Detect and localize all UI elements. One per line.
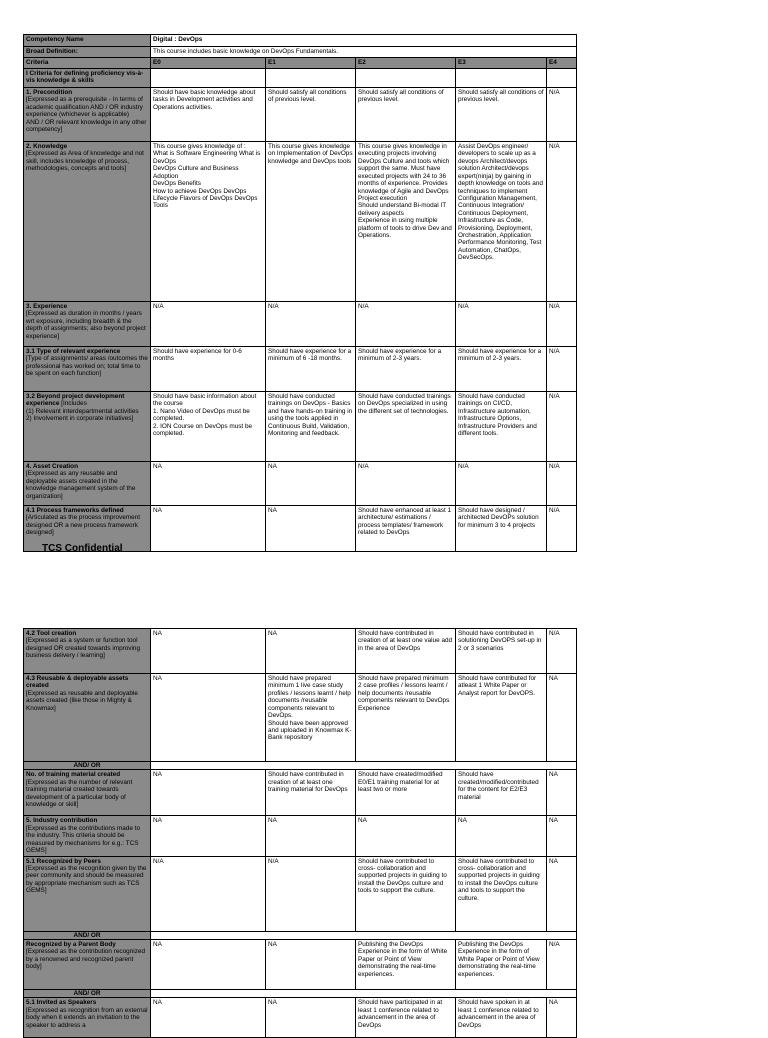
separator-blank <box>151 989 577 997</box>
level-e3-cell: Should have conducted trainings on CI/CD, Infrastructure automation, Infrastructure Options, Infrastructure Providers and different tools. <box>456 392 547 462</box>
level-e4-cell: N/A <box>547 88 577 142</box>
level-e3-cell: Should have contributed to cross- collaboration and supported projects in guiding to install the DevOps culture and tools to support the culture. <box>456 856 547 931</box>
criteria-title <box>26 630 148 637</box>
criteria-title-text: I Criteria for defining proficiency vis-à-vis knowledge & skills <box>26 70 144 85</box>
column-header-row <box>24 58 577 69</box>
broad-definition-label: Broad Definition: <box>24 47 151 58</box>
competency-name-row <box>24 35 577 47</box>
criteria-title-tail: [Includes <box>59 400 87 408</box>
criteria-title <box>26 70 148 85</box>
level-e2-cell: Should have prepared minimum 2 case profiles / lessons learnt / help documents /reusable components relevant to DevOps Experience <box>356 674 456 762</box>
criteria-title <box>26 393 148 408</box>
and-or-separator-row <box>24 762 577 770</box>
criteria-title-text: Recognized by a Parent Body <box>26 940 116 948</box>
criteria-row <box>24 302 577 347</box>
criteria-row <box>24 142 577 302</box>
criteria-cell <box>24 856 151 931</box>
criteria-title <box>26 348 148 355</box>
level-e2-cell: Should have conducted trainings on DevOps specialized in using the different set of technologies. <box>356 392 456 462</box>
criteria-title-text: 4.2 Tool creation <box>26 630 77 637</box>
criteria-description: [Expressed as a prerequisite - In terms of academic qualification AND / OR industry experience (whichever is applicable) AND / OR relevant knowledge in any other competency] <box>26 96 147 134</box>
header-e0: E0 <box>151 58 266 69</box>
level-e2-cell: This course gives knowledge in executing projects involving DevOps Culture and tools which support the same. Must have executed projects with 24 to 36 months of experience. Provides knowledge of Agile and DevOps Project execution Should understand Bi-modal IT delivery aspects Experience in using multiple platform of tools to drive Dev and Operations. <box>356 142 456 302</box>
and-or-separator-row <box>24 989 577 997</box>
level-e4-cell: N/A <box>547 392 577 462</box>
criteria-cell <box>24 142 151 302</box>
level-e4-cell: N/A <box>547 142 577 302</box>
level-e2-cell: Should satisfy all conditions of previous level. <box>356 88 456 142</box>
criteria-title <box>26 858 148 865</box>
level-e1-cell: Should have prepared minimum 1 live case study profiles / lessons learnt / help documents /reusable components relevant to DevOps. Should have been approved and uploaded in Knowmax K-Bank repository <box>266 674 356 762</box>
criteria-row <box>24 939 577 989</box>
level-e0-cell: Should have basic information about the course 1. Nano Video of DevOps must be completed. 2. ION Course on DevOps must be completed. <box>151 392 266 462</box>
and-or-separator: AND/ OR <box>24 762 151 770</box>
criteria-title-text: 3.2 Beyond project development experience <box>26 393 125 408</box>
level-e4-cell: N/A <box>547 302 577 347</box>
level-e2-cell: Should have participated in at least 1 conference related to advancement in the area of DevOps <box>356 998 456 1038</box>
level-e1-cell: N/A <box>266 302 356 347</box>
level-e4-cell: N/A <box>547 629 577 674</box>
level-e0-cell: N/A <box>151 302 266 347</box>
level-e0-cell: N/A <box>151 856 266 931</box>
level-e3-cell: Publishing the DevOps Experience in the form of White Paper or Point of View demonstrating the real-time experiences. <box>456 939 547 989</box>
criteria-title <box>26 463 148 470</box>
criteria-row <box>24 347 577 392</box>
level-e4-cell: NA <box>547 998 577 1038</box>
level-e3-cell: Should have created/modified/contributed for the content for E2/E3 material <box>456 770 547 816</box>
level-e2-cell: Should have experience for a minimum of 2-3 years. <box>356 347 456 392</box>
criteria-row <box>24 69 577 88</box>
criteria-title-text: 3. Experience <box>26 303 68 310</box>
level-e3-cell: N/A <box>456 462 547 506</box>
criteria-title <box>26 817 148 824</box>
criteria-description: [Expressed as the contributions made to the industry. This criteria should be measured by mechanisms for e.g.: TCS GEMS] <box>26 824 141 855</box>
level-e2-cell: Should have contributed to cross- collaboration and supported projects in guiding to install the DevOps culture and tools to support the culture. <box>356 856 456 931</box>
level-e2-cell: Should have enhanced at least 1 architecture/ estimations / process templates/ framework related to DevOps <box>356 506 456 552</box>
criteria-row <box>24 629 577 674</box>
level-e1-cell: NA <box>266 998 356 1038</box>
and-or-separator-row <box>24 931 577 939</box>
level-e3-cell: Should satisfy all conditions of previous level. <box>456 88 547 142</box>
criteria-title <box>26 89 148 96</box>
level-e0-cell: Should have basic knowledge about tasks in Development activities and Operations activities. <box>151 88 266 142</box>
criteria-title <box>26 771 148 778</box>
criteria-description: [Expressed as any reusable and deployable assets created in the knowledge management system of the organization] <box>26 470 136 500</box>
header-e2: E2 <box>356 58 456 69</box>
level-e1-cell: This course gives knowledge on Implementation of DevOps knowledge and DevOps tools <box>266 142 356 302</box>
criteria-cell <box>24 302 151 347</box>
criteria-description: [Articulated as the process improvement designed OR a new process framework designed] <box>26 514 141 537</box>
criteria-title <box>26 941 148 948</box>
level-e4-cell: NA <box>547 816 577 856</box>
header-criteria: Criteria <box>24 58 151 69</box>
criteria-description: [Expressed as reusable and deployable assets created (like those in Mighty & Knowmax] <box>26 689 138 712</box>
criteria-cell <box>24 939 151 989</box>
level-e1-cell: N/A <box>266 856 356 931</box>
level-e4-cell: N/A <box>547 506 577 552</box>
criteria-title-text: 2. Knowledge <box>26 143 68 150</box>
criteria-title <box>26 999 148 1006</box>
level-e0-cell: This course gives knowledge of : What is Software Engineering What is DevOps DevOps Culture and Business Adoption DevOps Benefits How to achieve DevOps DevOps Lifecycle Flavors of DevOps DevOps Tools <box>151 142 266 302</box>
criteria-cell <box>24 69 151 88</box>
level-e0-cell: NA <box>151 506 266 552</box>
competency-name-label: Competency Name <box>24 35 151 47</box>
criteria-cell <box>24 674 151 762</box>
level-e3-cell: Should have contributed in solutioning DevOPS set-up in 2 or 3 scenarios <box>456 629 547 674</box>
criteria-title-text: 4.1 Process frameworks defined <box>26 507 124 514</box>
level-e3-cell: Should have designed / architected DevOPs solution for minimum 3 to 4 projects <box>456 506 547 552</box>
criteria-title-text: 4.3 Reusable & deployable assets created <box>26 675 129 690</box>
and-or-separator: AND/ OR <box>24 931 151 939</box>
criteria-description: [Expressed as duration in months / years wrt exposure, including breadth & the depth of assignments; also beyond project experience] <box>26 310 146 340</box>
level-e0-cell: Should have experience for 0-6 months <box>151 347 266 392</box>
level-e4-cell: NA <box>547 770 577 816</box>
level-e4-cell: N/A <box>547 939 577 989</box>
level-e4-cell <box>547 69 577 88</box>
and-or-separator: AND/ OR <box>24 989 151 997</box>
level-e2-cell: NA <box>356 816 456 856</box>
criteria-cell <box>24 88 151 142</box>
header-e1: E1 <box>266 58 356 69</box>
level-e3-cell: Assist DevOps engineer/ developers to scale up as a devops Architect/devops solution Architect/devops expert(ninja) by gaining in depth knowledge on tools and techniques to implement Configuration Management, Continuous Integration/ Continuous Deployment, Infrastructure as Code, Provisioning, Deployment, Orchestration, Application Performance Monitoring, Test Automation, ChatOps, DevSecOps. <box>456 142 547 302</box>
level-e2-cell: N/A <box>356 302 456 347</box>
criteria-cell <box>24 816 151 856</box>
header-e4: E4 <box>547 58 577 69</box>
criteria-description: [Expressed as Area of knowledge and not skill, includes knowledge of process, methodologies, concepts and tools] <box>26 150 144 173</box>
level-e1-cell: Should satisfy all conditions of previous level. <box>266 88 356 142</box>
level-e1-cell: NA <box>266 629 356 674</box>
level-e0-cell: NA <box>151 998 266 1038</box>
level-e0-cell: NA <box>151 816 266 856</box>
criteria-title-text: 4. Asset Creation <box>26 463 78 470</box>
criteria-description: [Type of assignments/ areas /outcomes the professional has worked on; total time to be spent on each function] <box>26 355 148 378</box>
criteria-row <box>24 462 577 506</box>
criteria-cell <box>24 392 151 462</box>
level-e1-cell: NA <box>266 816 356 856</box>
level-e3-cell: Should have experience for a minimum of 2-3 years. <box>456 347 547 392</box>
level-e0-cell: NA <box>151 770 266 816</box>
criteria-title-text: 1. Precondition <box>26 89 73 96</box>
criteria-title <box>26 143 148 150</box>
competency-table-page-2 <box>23 628 577 1038</box>
broad-definition-row <box>24 47 577 58</box>
criteria-cell <box>24 462 151 506</box>
separator-blank <box>151 762 577 770</box>
criteria-title-text: 5.1 Invited as Speakers <box>26 999 97 1007</box>
level-e3-cell <box>456 69 547 88</box>
criteria-row <box>24 998 577 1038</box>
criteria-row <box>24 674 577 762</box>
level-e1-cell: Should have experience for a minimum of 6 -18 months. <box>266 347 356 392</box>
level-e1-cell <box>266 69 356 88</box>
level-e2-cell: N/A <box>356 462 456 506</box>
criteria-row <box>24 856 577 931</box>
level-e0-cell: NA <box>151 674 266 762</box>
separator-blank <box>151 931 577 939</box>
level-e1-cell: NA <box>266 939 356 989</box>
level-e3-cell: Should have spoken in at least 1 conference related to advancement in the area of DevOps <box>456 998 547 1038</box>
criteria-description: [Expressed as recognition from an external body when it extends an invitation to the speaker to address a <box>26 1006 148 1029</box>
criteria-cell <box>24 629 151 674</box>
criteria-title-text: 5. Industry contribution <box>26 817 98 825</box>
level-e4-cell: NA <box>547 674 577 762</box>
criteria-description: [Expressed as the contribution recognized by a renowned and recognized parent body] <box>26 948 146 971</box>
level-e0-cell: NA <box>151 629 266 674</box>
level-e4-cell: N/A <box>547 462 577 506</box>
criteria-title <box>26 507 148 514</box>
level-e0-cell: NA <box>151 939 266 989</box>
level-e3-cell: N/A <box>456 302 547 347</box>
level-e2-cell: Should have contributed in creation of at least one value add in the area of DevOps <box>356 629 456 674</box>
criteria-title <box>26 303 148 310</box>
competency-name-value: Digital : DevOps <box>151 35 577 47</box>
criteria-description: (1) Relevant interdepartmental activities 2) Involvement in corporate initiatives] <box>26 407 139 423</box>
level-e2-cell: Should have created/modified E0/E1 training material for at least two or more <box>356 770 456 816</box>
level-e1-cell: Should have conducted trainings on DevOps - Basics and have hands-on training in using the tools applied in Continuous Build, Validation, Monitoring and feedback. <box>266 392 356 462</box>
criteria-cell <box>24 347 151 392</box>
criteria-title-text: 3.1 Type of relevant experience <box>26 348 121 355</box>
level-e4-cell: NA <box>547 856 577 931</box>
level-e3-cell: NA <box>456 816 547 856</box>
criteria-row <box>24 392 577 462</box>
tcs-confidential-label: TCS Confidential <box>42 543 123 554</box>
level-e2-cell <box>356 69 456 88</box>
level-e0-cell: NA <box>151 462 266 506</box>
criteria-row <box>24 88 577 142</box>
level-e1-cell: NA <box>266 462 356 506</box>
level-e1-cell: NA <box>266 506 356 552</box>
criteria-cell <box>24 770 151 816</box>
level-e4-cell: N/A <box>547 347 577 392</box>
broad-definition-value: This course includes basic knowledge on DevOps Fundamentals. <box>151 47 577 58</box>
criteria-row <box>24 816 577 856</box>
criteria-title-text: 5.1 Recognized by Peers <box>26 857 101 865</box>
level-e1-cell: Should have contributed in creation of at least one training material for DevOps <box>266 770 356 816</box>
criteria-description: [Expressed as the number of relevant training material created towards development of a particular body of knowledge or skill] <box>26 778 133 809</box>
criteria-title-text: No. of training material created <box>26 771 121 779</box>
competency-table-page-1 <box>23 34 577 552</box>
criteria-title <box>26 675 148 690</box>
level-e0-cell <box>151 69 266 88</box>
criteria-description: [Expressed as the recognition given by the peer community and should be measured by appropriate mechanism such as TCS GEMS] <box>26 864 147 895</box>
criteria-cell <box>24 998 151 1038</box>
level-e2-cell: Publishing the DevOps Experience in the form of White Paper or Point of View demonstrating the real-time experiences. <box>356 939 456 989</box>
header-e3: E3 <box>456 58 547 69</box>
criteria-description: [Expressed as a system or function tool designed OR created towards improving business delivery / learning] <box>26 637 141 660</box>
level-e3-cell: Should have contributed for atleast 1 White Paper or Analyst report for DevOPS. <box>456 674 547 762</box>
criteria-row <box>24 770 577 816</box>
